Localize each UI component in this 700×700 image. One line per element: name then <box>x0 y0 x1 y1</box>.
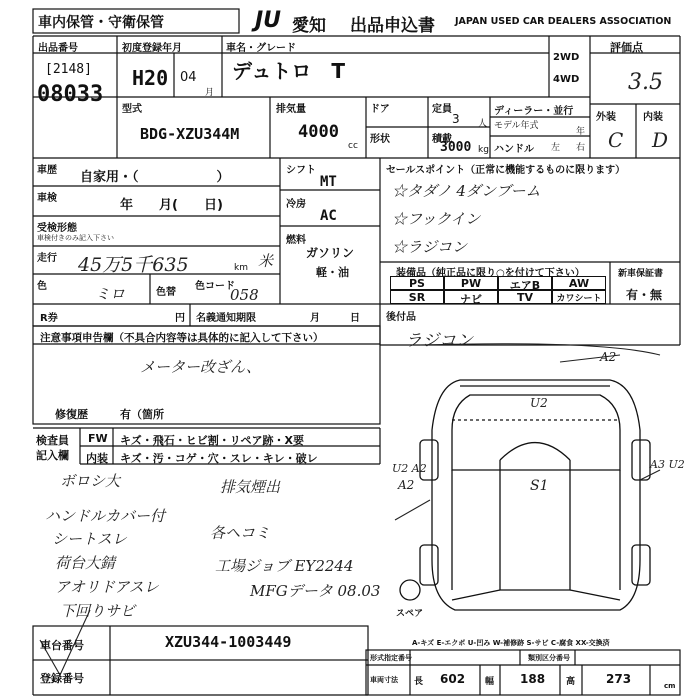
notice-label: 名義通知期限 <box>196 313 256 324</box>
equip-sr: SR <box>390 290 444 304</box>
dims-len-value: 602 <box>440 672 466 686</box>
load-label: 積載 <box>432 134 452 145</box>
dealer-label: ディーラー・並行 <box>494 106 574 117</box>
type-value: BDG-XZU344M <box>140 125 240 143</box>
service-label: 受検形態 <box>37 223 77 234</box>
grade-label: 評価点 <box>610 41 643 54</box>
form-title: 出品申込書 <box>350 16 435 36</box>
diag-label-3: A2 <box>398 478 415 492</box>
warranty-value: 有・無 <box>626 288 663 302</box>
displacement-value: 4000 <box>298 122 339 142</box>
equip-tv: TV <box>498 290 552 304</box>
dims-wid-value: 188 <box>520 672 546 686</box>
handnote-6: アオリドアスレ <box>55 578 159 596</box>
registration-era: H20 <box>132 66 169 90</box>
handnote-4: シートスレ <box>52 530 127 548</box>
fuel-sub: 軽・油 <box>316 266 349 279</box>
spare-label: スペア <box>396 609 424 619</box>
aircon-value: AC <box>320 208 337 224</box>
rear-value: ラジコン <box>405 331 473 351</box>
dims-class-label: 類別区分番号 <box>528 654 570 662</box>
exterior-value: C <box>608 128 624 152</box>
handnote-9: MFGデータ 08.03 <box>250 582 381 600</box>
checker-int-label: 内装 <box>86 452 108 465</box>
sales-label: セールスポイント（正常に機能するものに限ります） <box>386 165 626 176</box>
equip-pw: PW <box>444 276 498 290</box>
service-sub: 車検付きのみ記入下さい <box>37 234 114 242</box>
handle-label: ハンドル <box>494 144 534 155</box>
lot-number: 08033 <box>37 82 104 107</box>
shape-label: 形状 <box>370 134 390 145</box>
lot-label: 出品番号 <box>38 43 78 54</box>
brand-logo: JU <box>255 8 282 33</box>
capacity-value: 3 <box>452 112 460 126</box>
checker-label-top: 検査員 <box>36 434 69 447</box>
handnote-1: ボロシ大 <box>60 472 121 490</box>
color-code-value: 058 <box>230 286 259 304</box>
equip-navi: ナビ <box>444 290 498 304</box>
checker-fw-items: キズ・飛石・ヒビ割・リペア跡・X要 <box>120 434 305 447</box>
dims-hei-value: 273 <box>606 672 632 686</box>
mileage-value: 45万5千635 <box>78 254 189 276</box>
color-code-label: 色コード <box>195 281 235 292</box>
notice-month: 月 <box>310 313 320 324</box>
checker-int-items: キズ・汚・コゲ・穴・スレ・キレ・破レ <box>120 452 318 465</box>
color-value: ミロ <box>95 285 126 303</box>
inspection-label: 車検 <box>37 193 57 204</box>
load-value: 3000 <box>440 140 472 155</box>
handnote-10: 下回りサビ <box>60 602 136 620</box>
sales-point-2: ☆フックイン <box>392 210 481 228</box>
repair-value: 有（箇所 <box>120 408 164 421</box>
interior-label: 内装 <box>643 112 663 123</box>
diag-label-4: U2 A2 <box>392 462 427 475</box>
car-diagram <box>400 380 650 610</box>
inspection-value: 年 月( 日) <box>120 198 223 213</box>
aircon-label: 冷房 <box>286 199 306 210</box>
rear-label: 後付品 <box>386 312 416 323</box>
equip-aw: AW <box>552 276 606 290</box>
dims-unit: cm <box>664 682 676 690</box>
equip-ps: PS <box>390 276 444 290</box>
handle-left: 左 <box>551 143 561 153</box>
drive-4wd: 4WD <box>553 74 580 85</box>
registration-month-unit: 月 <box>205 88 215 98</box>
mileage-mark: 米 <box>258 252 274 270</box>
capacity-label: 定員 <box>432 104 452 115</box>
equip-airbag: エアB <box>498 276 552 290</box>
notes-value: メーター改ざん、 <box>140 358 261 376</box>
dims-header: 車両寸法 <box>370 676 398 684</box>
diag-label-1: A2 <box>600 350 617 364</box>
dims-type-label: 形式指定番号 <box>370 654 412 662</box>
grade-value: 3.5 <box>628 70 663 95</box>
fuel-label: 燃料 <box>286 235 306 246</box>
model-name-value: デュトロ T <box>232 59 346 83</box>
shift-value: MT <box>320 174 337 190</box>
checker-label-bottom: 記入欄 <box>36 449 69 462</box>
recycle-label: R券 <box>40 313 58 324</box>
history-value: 自家用・（ ） <box>80 170 230 185</box>
displacement-unit: cc <box>348 141 358 151</box>
load-unit: kg <box>478 145 489 155</box>
history-label: 車歴 <box>37 165 57 176</box>
storage-label: 車内保管・守衛保管 <box>38 15 164 31</box>
association-name: JAPAN USED CAR DEALERS ASSOCIATION <box>455 16 672 27</box>
handnote-5: 荷台大錆 <box>55 554 116 572</box>
drive-2wd: 2WD <box>553 52 580 63</box>
door-label: ドア <box>370 104 390 115</box>
brand-city: 愛知 <box>292 16 326 36</box>
model-year-unit: 年 <box>576 127 586 137</box>
exterior-label: 外装 <box>596 112 616 123</box>
dims-len-label: 長 <box>414 677 424 687</box>
sales-point-1: ☆タダノ 4ダンブーム <box>392 182 541 200</box>
capacity-unit: 人 <box>478 119 488 129</box>
fuel-value: ガソリン <box>306 246 355 260</box>
shift-label: シフト <box>286 165 316 176</box>
color-change-label: 色替 <box>156 287 176 298</box>
equipment-label: 装備品（純正品に限り○を付けて下さい） <box>396 268 585 279</box>
type-label: 型式 <box>122 104 142 115</box>
chassis-label: 車台番号 <box>40 639 84 652</box>
recycle-unit: 円 <box>175 313 185 324</box>
mileage-unit: km <box>234 263 248 273</box>
checker-fw-label: FW <box>88 432 108 445</box>
handnote-2: 排気煙出 <box>220 478 281 496</box>
diag-label-5: S1 <box>530 478 549 494</box>
equip-leather-seat: カワシート <box>552 290 606 304</box>
dims-wid-label: 幅 <box>485 677 495 687</box>
color-label: 色 <box>37 281 47 292</box>
dims-hei-label: 高 <box>566 677 576 687</box>
reg-number-label: 登録番号 <box>40 672 84 685</box>
diag-label-6: A3 U2 <box>650 458 685 471</box>
chassis-value: XZU344-1003449 <box>165 633 292 651</box>
registration-month: 04 <box>180 70 197 85</box>
warranty-label: 新車保証書 <box>618 269 664 279</box>
repair-label: 修復歴 <box>55 408 88 421</box>
interior-value: D <box>652 128 669 152</box>
notice-day: 日 <box>350 313 360 324</box>
model-year-label: モデル年式 <box>494 121 539 131</box>
displacement-label: 排気量 <box>276 104 306 115</box>
damage-legend: A-キズ E-エクボ U-凹み W-補修跡 S-サビ C-腐食 XX-交換済 <box>412 639 610 647</box>
handnote-3: ハンドルカバー付 <box>45 507 166 525</box>
notes-label: 注意事項申告欄（不具合内容等は具体的に記入して下さい） <box>40 332 324 344</box>
registration-label: 初度登録年月 <box>122 43 182 54</box>
lot-bracket: [2148] <box>45 62 92 77</box>
mileage-label: 走行 <box>37 253 57 264</box>
diag-label-2: U2 <box>530 396 548 410</box>
handnote-7: 各ヘコミ <box>210 524 271 542</box>
handle-right: 右 <box>576 143 586 153</box>
handnote-8: 工場ジョブ EY2244 <box>215 557 354 575</box>
sales-point-3: ☆ラジコン <box>392 238 468 256</box>
model-name-label: 車名・グレード <box>226 43 296 54</box>
